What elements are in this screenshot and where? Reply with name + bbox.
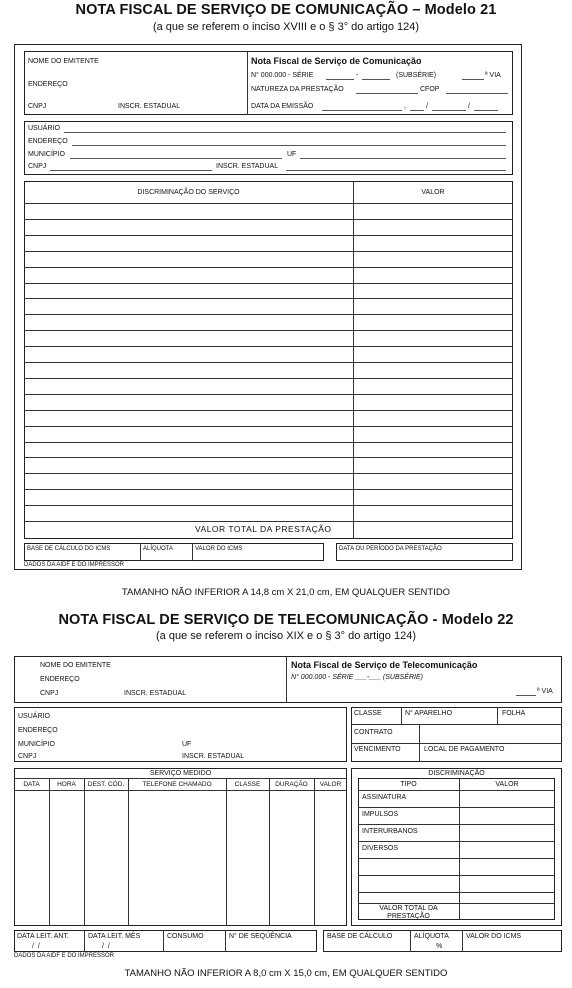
- discrim-row-line: [358, 858, 555, 859]
- model22-usuario-box: [14, 707, 347, 762]
- base22-label: BASE DE CÁLCULO: [327, 933, 393, 940]
- nota21-cfop: CFOP: [420, 86, 440, 93]
- aliquota22-label: ALÍQUOTA: [414, 933, 449, 940]
- model22-footer: TAMANHO NÃO INFERIOR A 8,0 cm X 15,0 cm, EM QUALQUER SENTIDO: [124, 968, 448, 979]
- table-row-line: [24, 298, 513, 299]
- table-row-line: [24, 314, 513, 315]
- periodo-label: DATA OU PERÍODO DA PRESTAÇÃO: [339, 546, 442, 552]
- discrim-row-line: [358, 875, 555, 876]
- model22-subtitle: (a que se referem o inciso XIX e o § 3° do artigo 124): [156, 630, 416, 642]
- base-calculo-label: BASE DE CÁLCULO DO ICMS: [27, 546, 111, 552]
- discrim-valor-header: VALOR: [495, 781, 519, 788]
- table-row-line: [24, 505, 513, 506]
- table-row-line: [24, 378, 513, 379]
- model21-title: NOTA FISCAL DE SERVIÇO DE COMUNICAÇÃO – Modelo 21: [75, 2, 497, 18]
- valor-icms22-label: VALOR DO ICMS: [466, 933, 522, 940]
- folha-label: FOLHA: [502, 710, 526, 717]
- valor-icms-label: VALOR DO ICMS: [195, 546, 243, 552]
- discrim-item: INTERURBANOS: [362, 828, 418, 835]
- usuario22-cnpj-label: CNPJ: [18, 753, 37, 760]
- usuario-inscr-label: INSCR. ESTADUAL: [216, 163, 279, 170]
- servico-col-divider: [128, 778, 129, 926]
- sequencia-label: N° DE SEQÜÊNCIA: [229, 933, 292, 940]
- discrim-total-label: VALOR TOTAL DA PRESTAÇÃO: [379, 905, 438, 920]
- discrim-row-line: [358, 824, 555, 825]
- emitente-inscr-label: INSCR. ESTADUAL: [118, 103, 181, 110]
- table-row-line: [24, 457, 513, 458]
- vencimento-label: VENCIMENTO: [354, 746, 401, 753]
- nota21-numero: N° 000.000 - SÉRIE: [251, 72, 314, 79]
- classe-label: CLASSE: [354, 710, 382, 717]
- aliquota-label: ALÍQUOTA: [143, 546, 173, 552]
- servico-col-header: CLASSE: [234, 781, 261, 788]
- usuario22-endereco-label: ENDEREÇO: [18, 727, 58, 734]
- usuario22-inscr-label: INSCR. ESTADUAL: [182, 753, 245, 760]
- emitente22-nome-label: NOME DO EMITENTE: [40, 662, 111, 669]
- usuario22-uf-label: UF: [182, 741, 192, 748]
- emitente-nome-label: NOME DO EMITENTE: [28, 58, 99, 65]
- discrim-row-line: [358, 841, 555, 842]
- servico-col-header: DATA: [23, 781, 40, 788]
- table-row-line: [24, 362, 513, 363]
- table-row-line: [24, 330, 513, 331]
- contrato-label: CONTRATO: [354, 729, 393, 736]
- usuario-endereco-label: ENDEREÇO: [28, 138, 68, 145]
- table-row-line: [24, 346, 513, 347]
- aparelho-label: N° APARELHO: [405, 710, 453, 717]
- usuario-label: USUÁRIO: [28, 125, 60, 132]
- servico-col-header: DURAÇÃO: [275, 781, 308, 788]
- nota22-via: ª VIA: [537, 688, 553, 695]
- usuario22-label: USUÁRIO: [18, 713, 50, 720]
- servico-col-header: VALOR: [319, 781, 342, 788]
- col-discriminacao: DISCRIMINAÇÃO DO SERVIÇO: [137, 189, 240, 196]
- emitente22-cnpj-label: CNPJ: [40, 690, 59, 697]
- model21-footer: TAMANHO NÃO INFERIOR A 14,8 cm X 21,0 cm, EM QUALQUER SENTIDO: [121, 587, 451, 598]
- nota21-via: ª VIA: [485, 72, 501, 79]
- emitente-cnpj-label: CNPJ: [28, 103, 47, 110]
- table-row-line: [24, 235, 513, 236]
- nota21-natureza: NATUREZA DA PRESTAÇÃO: [251, 86, 344, 93]
- table-row-line: [24, 410, 513, 411]
- servico-col-divider: [226, 778, 227, 926]
- usuario-uf-label: UF: [287, 151, 297, 158]
- table-row-line: [24, 283, 513, 284]
- leit-ant-label: DATA LEIT. ANT.: [17, 933, 69, 940]
- table-row-line: [24, 442, 513, 443]
- table-row-line: [24, 521, 513, 522]
- discrim-row-line: [358, 892, 555, 893]
- impressor21-label: DADOS DA AIDF E DO IMPRESSOR: [24, 562, 125, 568]
- discrim-row-line: [358, 903, 555, 904]
- servico-col-divider: [269, 778, 270, 926]
- servico-medido-title: SERVIÇO MEDIDO: [149, 770, 212, 777]
- valor-total-label: VALOR TOTAL DA PRESTAÇÃO: [195, 524, 332, 534]
- nota22-numero: N° 000.000 - SÉRIE ___-___ (SUBSÉRIE): [291, 674, 423, 681]
- servico-col-divider: [314, 778, 315, 926]
- discrim-item: IMPULSOS: [362, 811, 399, 818]
- model22-servico-table: [14, 768, 347, 926]
- servico-col-divider: [49, 778, 50, 926]
- servico-col-divider: [84, 778, 85, 926]
- col-valor: VALOR: [421, 189, 445, 196]
- pct-label: %: [436, 943, 443, 950]
- discrim-item: ASSINATURA: [362, 794, 407, 801]
- nota22-title: Nota Fiscal de Serviço de Telecomunicação: [291, 660, 478, 670]
- table-row-line: [24, 473, 513, 474]
- usuario-cnpj-label: CNPJ: [28, 163, 47, 170]
- emitente22-inscr-label: INSCR. ESTADUAL: [124, 690, 187, 697]
- discrim-row-line: [358, 807, 555, 808]
- usuario22-municipio-label: MUNICÍPIO: [18, 741, 55, 748]
- table-row-line: [24, 426, 513, 427]
- table-row-line: [24, 251, 513, 252]
- discrim-row-line: [358, 790, 555, 791]
- servico-col-header: HORA: [57, 781, 76, 788]
- servico-col-header: TELEFONE CHAMADO: [142, 781, 212, 788]
- discrim-title: DISCRIMINAÇÃO: [428, 770, 485, 777]
- model22-title: NOTA FISCAL DE SERVIÇO DE TELECOMUNICAÇÃO - Modelo 22: [58, 612, 514, 628]
- servico-col-header: DEST. CÓD.: [87, 781, 125, 788]
- discrim-item: DIVERSOS: [362, 845, 399, 852]
- impressor22-label: DADOS DA AIDF E DO IMPRESSOR: [14, 953, 115, 959]
- table-row-line: [24, 267, 513, 268]
- table-row-line: [24, 203, 513, 204]
- table-row-line: [24, 219, 513, 220]
- leit-mes-label: DATA LEIT. MÊS: [88, 933, 141, 940]
- emitente22-endereco-label: ENDEREÇO: [40, 676, 80, 683]
- nota21-title: Nota Fiscal de Serviço de Comunicação: [251, 56, 422, 66]
- usuario-municipio-label: MUNICÍPIO: [28, 151, 65, 158]
- table-row-line: [24, 489, 513, 490]
- model21-subtitle: (a que se referem o inciso XVIII e o § 3° do artigo 124): [152, 21, 420, 33]
- nota21-subserie: (SUBSÉRIE): [396, 72, 437, 79]
- local-pagamento-label: LOCAL DE PAGAMENTO: [424, 746, 505, 753]
- discrim-tipo-header: TIPO: [400, 781, 417, 788]
- table-row-line: [24, 394, 513, 395]
- emitente-endereco-label: ENDEREÇO: [28, 81, 68, 88]
- consumo-label: CONSUMO: [167, 933, 204, 940]
- nota21-data: DATA DA EMISSÃO: [251, 103, 314, 110]
